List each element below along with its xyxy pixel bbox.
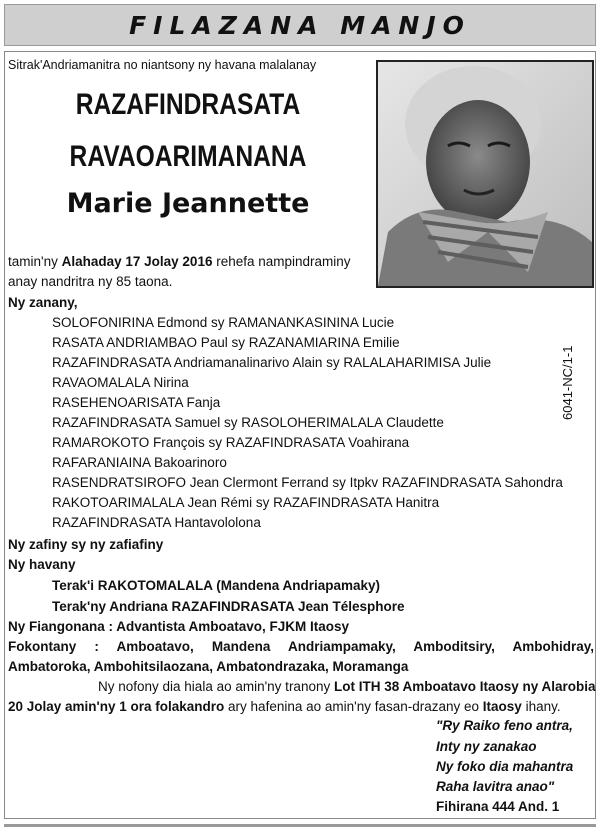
verse-line-1: "Ry Raiko feno antra, (436, 718, 573, 733)
death-date: Alahaday 17 Jolay 2016 (61, 254, 213, 269)
burial-line-1 (98, 677, 596, 697)
relatives-heading: Ny havany (8, 557, 76, 572)
footer-rule (4, 824, 596, 827)
burial-mid: ary hafenina ao amin'ny fasan-drazany eo (224, 699, 483, 714)
child-1: SOLOFONIRINA Edmond sy RAMANANKASININA Lucie (52, 315, 395, 330)
death-date-line (8, 252, 351, 272)
child-9: RASENDRATSIROFO Jean Clermont Ferrand sy Itpkv RAZAFINDRASATA Sahondra (52, 475, 563, 490)
child-7: RAMAROKOTO François sy RAZAFINDRASATA Voahirana (52, 435, 410, 450)
child-10: RAKOTOARIMALALA Jean Rémi sy RAZAFINDRASATA Hanitra (52, 495, 440, 510)
child-8: RAFARANIAINA Bakoarinoro (52, 455, 227, 470)
verse-line-4: Raha lavitra anao" (436, 779, 555, 794)
deceased-surname: RAZAFINDRASATA (75, 88, 301, 121)
fokontany-line-2: Ambatoroka, Ambohitsilaozana, Ambatondrazaka, Moramanga (8, 659, 409, 674)
burial-place: Itaosy (482, 699, 522, 714)
deceased-given-name: Marie Jeannette (66, 188, 310, 219)
church-line: Ny Fiangonana : Advantista Amboatavo, FJKM Itaosy (8, 619, 350, 634)
ad-code: 6041-NC/1-1 (560, 345, 575, 420)
children-heading: Ny zanany, (8, 295, 78, 310)
verse-line-2: Inty ny zanakao (436, 739, 537, 754)
child-5: RASEHENOARISATA Fanja (52, 395, 221, 410)
death-post: rehefa nampindraminy (212, 254, 351, 269)
burial-address: Lot ITH 38 Amboatavo Itaosy ny Alarobia (333, 679, 596, 694)
fokontany-line-1: Fokontany : Amboatavo, Mandena Andriampamaky, Amboditsiry, Ambohidray, (8, 639, 594, 654)
intro-text: Sitrak'Andriamanitra no niantsony ny havana malalanay (8, 58, 317, 72)
verse-reference: Fihirana 444 And. 1 (436, 799, 560, 814)
child-6: RAZAFINDRASATA Samuel sy RASOLOHERIMALALA Claudette (52, 415, 444, 430)
portrait-photo (376, 60, 594, 288)
grandchildren-line: Ny zafiny sy ny zafiafiny (8, 537, 164, 552)
verse-line-3: Ny foko dia mahantra (436, 759, 574, 774)
burial-end: ihany. (521, 699, 561, 714)
child-3: RAZAFINDRASATA Andriamanalinarivo Alain sy RALALAHARIMISA Julie (52, 355, 492, 370)
relative-1: Terak'i RAKOTOMALALA (Mandena Andriapamaky) (52, 578, 381, 593)
relative-2: Terak'ny Andriana RAZAFINDRASATA Jean Télesphore (52, 599, 405, 614)
deceased-maiden-name: RAVAOARIMANANA (69, 140, 307, 173)
death-age-line: anay nandritra ny 85 taona. (8, 274, 173, 289)
burial-line-2 (8, 697, 561, 717)
notice-title: FILAZANA MANJO (129, 10, 471, 40)
child-11: RAZAFINDRASATA Hantavololona (52, 515, 261, 530)
burial-pre: Ny nofony dia hiala ao amin'ny tranony (98, 679, 334, 694)
death-pre: tamin'ny (8, 254, 62, 269)
burial-time: 20 Jolay amin'ny 1 ora folakandro (8, 699, 225, 714)
child-2: RASATA ANDRIAMBAO Paul sy RAZANAMIARINA Emilie (52, 335, 400, 350)
notice-header (4, 4, 596, 46)
child-4: RAVAOMALALA Nirina (52, 375, 189, 390)
